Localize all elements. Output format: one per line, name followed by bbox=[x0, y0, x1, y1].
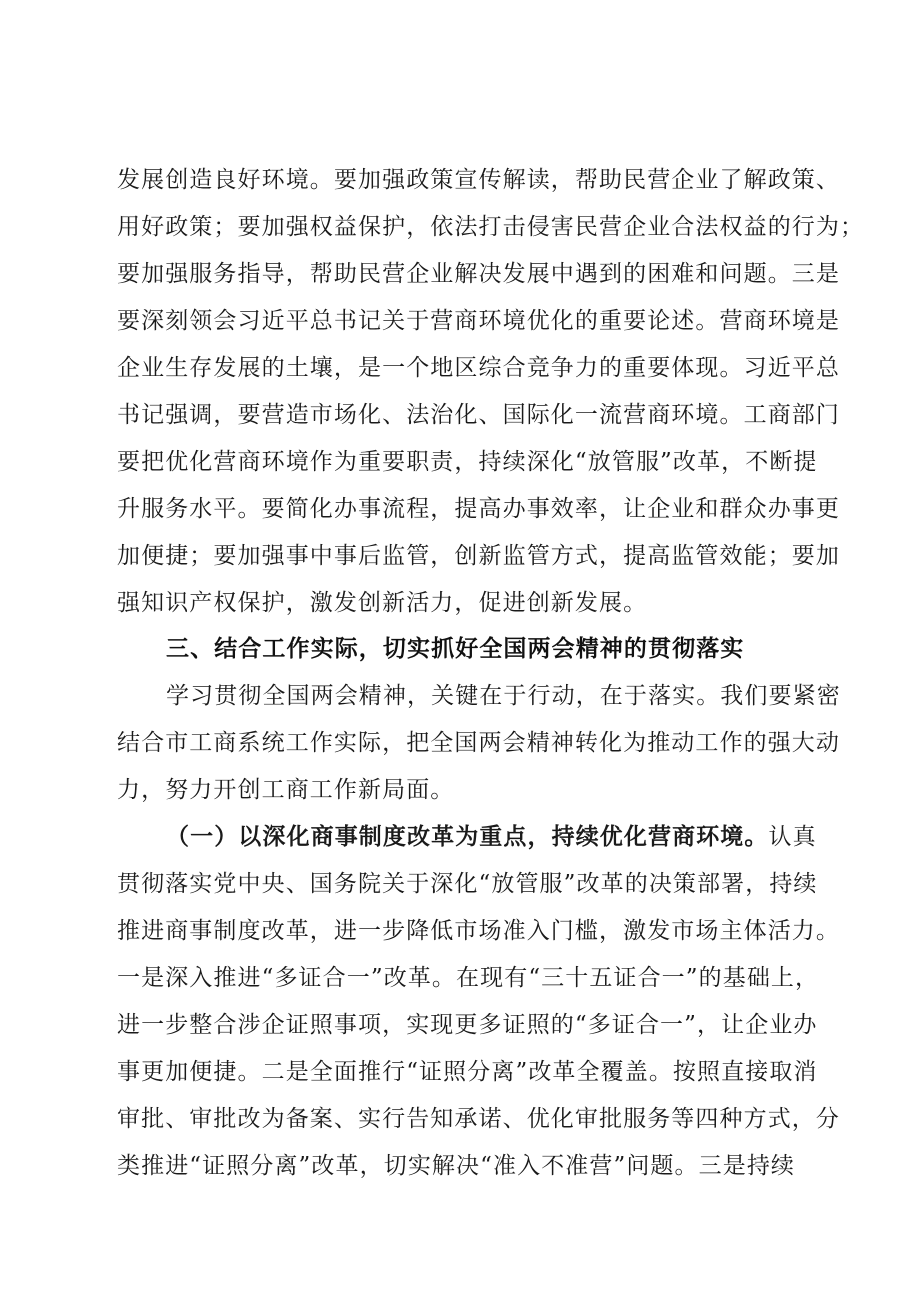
paragraph-line: 力，努力开创工商工作新局面。 bbox=[117, 777, 455, 803]
paragraph-line: 贯彻落实党中央、国务院关于深化“放管服”改革的决策部署，持续 bbox=[117, 871, 818, 897]
paragraph-line: 升服务水平。要简化办事流程，提高办事效率，让企业和群众办事更 bbox=[117, 496, 840, 522]
paragraph-line: 结合市工商系统工作实际，把全国两会精神转化为推动工作的强大动 bbox=[117, 730, 840, 756]
paragraph-line: 书记强调，要营造市场化、法治化、国际化一流营商环境。工商部门 bbox=[117, 402, 840, 428]
paragraph-line: 一是深入推进“多证合一”改革。在现有“三十五证合一”的基础上， bbox=[117, 965, 820, 991]
paragraph-line: 进一步整合涉企证照事项，实现更多证照的“多证合一”，让企业办 bbox=[117, 1012, 818, 1038]
paragraph-line: 学习贯彻全国两会精神，关键在于行动，在于落实。我们要紧密 bbox=[166, 683, 841, 709]
paragraph-line: 推进商事制度改革，进一步降低市场准入门槛，激发市场主体活力。 bbox=[117, 918, 840, 944]
paragraph-line: 审批、审批改为备案、实行告知承诺、优化审批服务等四种方式，分 bbox=[117, 1106, 840, 1132]
paragraph-line: 发展创造良好环境。要加强政策宣传解读，帮助民营企业了解政策、 bbox=[117, 167, 840, 193]
paragraph-line: 加便捷；要加强事中事后监管，创新监管方式，提高监管效能；要加 bbox=[117, 543, 840, 569]
paragraph-line: 要加强服务指导，帮助民营企业解决发展中遇到的困难和问题。三是 bbox=[117, 261, 840, 287]
paragraph-line: 事更加便捷。二是全面推行“证照分离”改革全覆盖。按照直接取消 bbox=[117, 1059, 818, 1085]
subsection-text: 认真 bbox=[768, 824, 817, 850]
section-heading: 三、结合工作实际，切实抓好全国两会精神的贯彻落实 bbox=[166, 635, 745, 662]
paragraph-line: 用好政策；要加强权益保护，依法打击侵害民营企业合法权益的行为； bbox=[117, 214, 865, 240]
subsection-line bbox=[166, 817, 817, 857]
paragraph-line: 要深刻领会习近平总书记关于营商环境优化的重要论述。营商环境是 bbox=[117, 308, 840, 334]
paragraph-line: 要把优化营商环境作为重要职责，持续深化“放管服”改革，不断提 bbox=[117, 449, 818, 475]
paragraph-line: 企业生存发展的土壤，是一个地区综合竞争力的重要体现。习近平总 bbox=[117, 355, 840, 381]
subsection-heading: （一）以深化商事制度改革为重点，持续优化营商环境。 bbox=[166, 823, 769, 850]
paragraph-line: 强知识产权保护，激发创新活力，促进创新发展。 bbox=[117, 590, 648, 616]
paragraph-line: 类推进“证照分离”改革，切实解决“准入不准营”问题。三是持续 bbox=[117, 1153, 796, 1179]
